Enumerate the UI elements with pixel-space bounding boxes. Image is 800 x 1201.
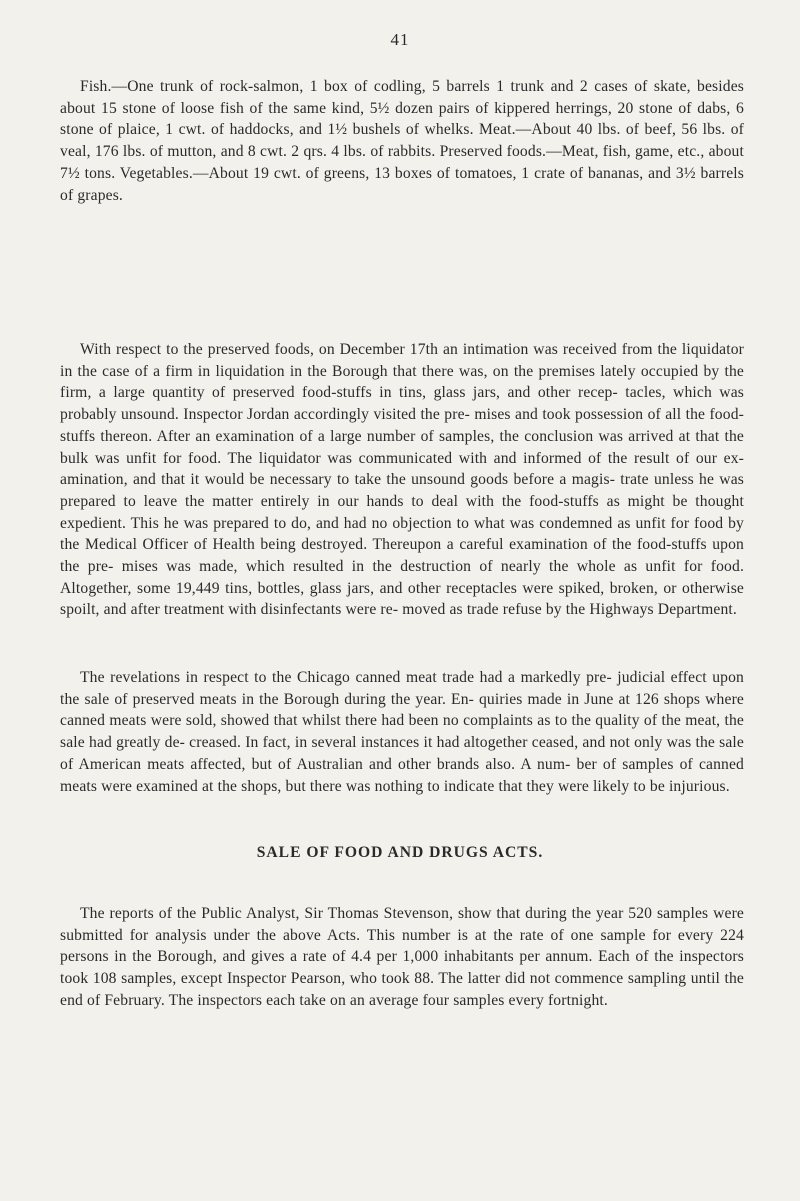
paragraph-chicago-canned-meat: The revelations in respect to the Chicago canned meat trade had a markedly pre- judicial effect upon the sale of preserved meats in the Borough during the year. En- quiries made in June at 126 shops where canned meats were sold, showed that whilst there had been no complaints as to the quality of the meat, the sale had greatly de- creased. In fact, in several instances it had altogether ceased, and not only was the sale of American meats affected, but of Australian and other brands also. A num- ber of samples of canned meats were examined at the shops, but there was nothing to indicate that they were likely to be injurious. bbox=[60, 669, 744, 795]
page-number: 41 bbox=[390, 30, 410, 49]
paragraph-public-analyst-reports: The reports of the Public Analyst, Sir Thomas Stevenson, show that during the year 520 samples were submitted for analysis under the above Acts. This number is at the rate of one sample for every 224 persons in the Borough, and gives a rate of 4.4 per 1,000 inhabitants per annum. Each of the inspectors took 108 samples, except Inspector Pearson, who took 88. The latter did not commence sampling until the end of February. The inspectors each take on an average four samples every fortnight. bbox=[60, 905, 744, 1009]
paragraph-preserved-foods-liquidation: With respect to the preserved foods, on December 17th an intimation was received from the liquidator in the case of a firm in liquidation in the Borough that there was, on the premises lately occupied by the firm, a large quantity of preserved food-stuffs in tins, glass jars, and other recep- tacles, which was probably unsound. Inspector Jordan accordingly visited the pre- mises and took possession of all the food-stuffs thereon. After an examination of a large number of samples, the conclusion was arrived at that the bulk was unfit for food. The liquidator was communicated with and informed of the result of our ex- amination, and that it would be necessary to take the unsound goods before a magis- trate unless he was prepared to leave the matter entirely in our hands to deal with the food-stuffs as might be thought expedient. This he was prepared to do, and had no objection to what was condemned as unfit for food by the Medical Officer of Health being destroyed. Thereupon a careful examination of the food-stuffs upon the pre- mises was made, which resulted in the destruction of nearly the whole as unfit for food. Altogether, some 19,449 tins, bottles, glass jars, and other receptacles were spiked, broken, or otherwise spoilt, and after treatment with disinfectants were re- moved as trade refuse by the Highways Department. bbox=[60, 341, 744, 619]
paragraph-seized-food-list: Fish.—One trunk of rock-salmon, 1 box of codling, 5 barrels 1 trunk and 2 cases of skate, besides about 15 stone of loose fish of the same kind, 5½ dozen pairs of kippered herrings, 20 stone of dabs, 6 stone of plaice, 1 cwt. of haddocks, and 1½ bushels of whelks. Meat.—About 40 lbs. of beef, 56 lbs. of veal, 176 lbs. of mutton, and 8 cwt. 2 qrs. 4 lbs. of rabbits. Preserved foods.—Meat, fish, game, etc., about 7½ tons. Vegetables.—About 19 cwt. of greens, 13 boxes of tomatoes, 1 crate of bananas, and 3½ barrels of grapes. bbox=[60, 78, 744, 204]
section-heading: SALE OF FOOD AND DRUGS ACTS. bbox=[256, 844, 544, 861]
